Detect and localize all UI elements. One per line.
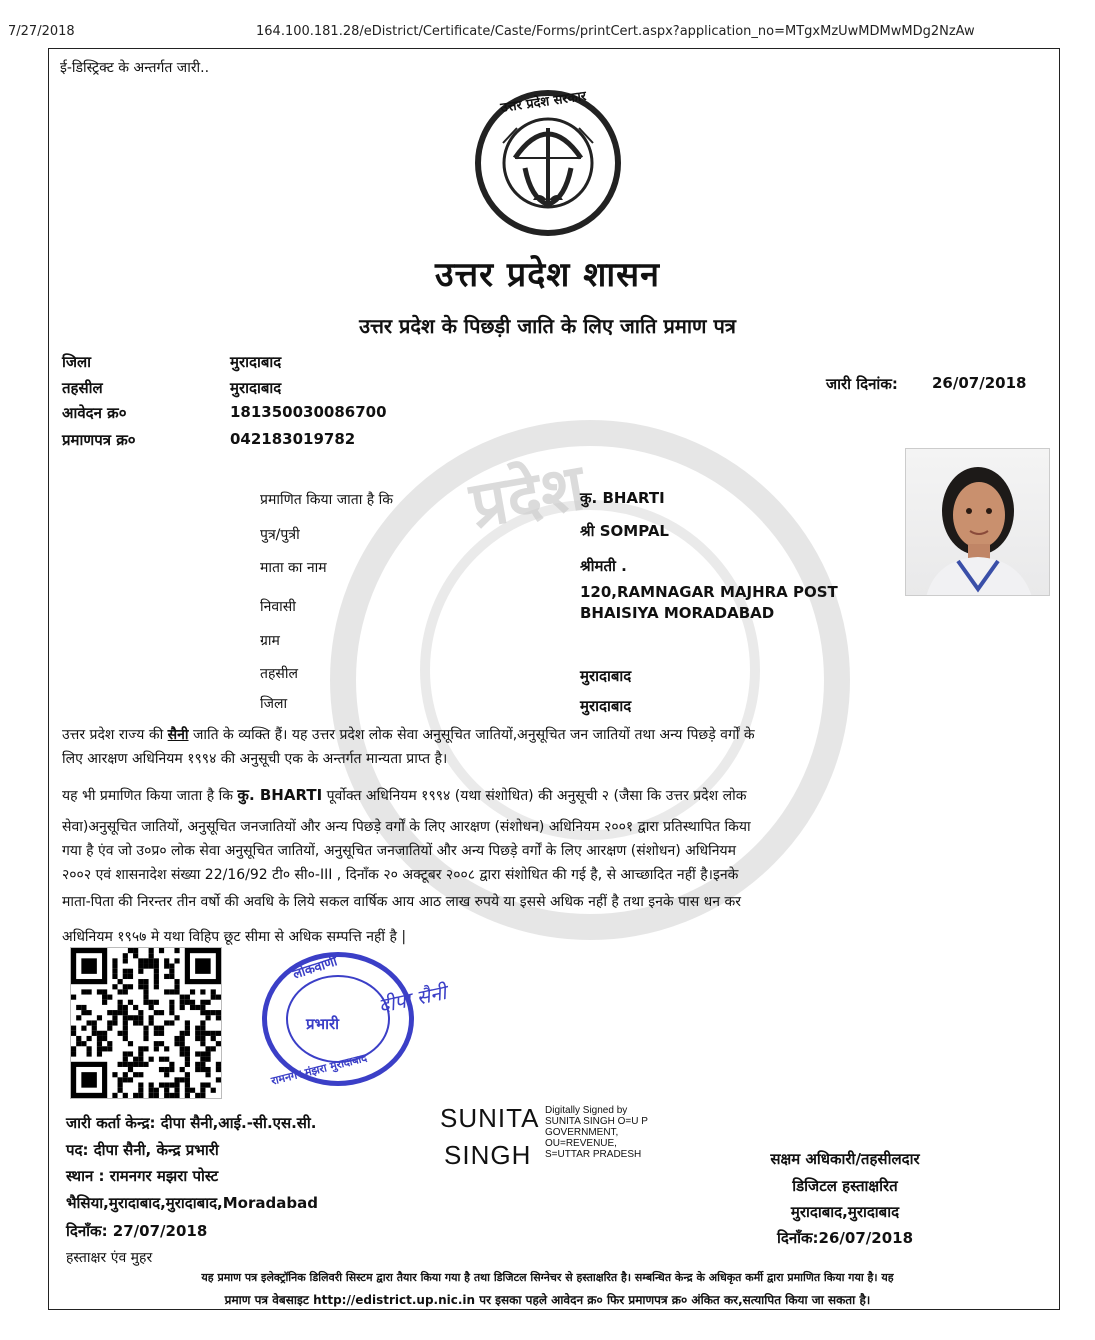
certified-label: प्रमाणित किया जाता है कि [260, 492, 394, 508]
page-title: उत्तर प्रदेश शासन [434, 255, 660, 295]
district-label: जिला [62, 353, 92, 371]
district-value: मुरादाबाद [230, 353, 282, 371]
detail-district-label: जिला [260, 696, 288, 712]
dsig-line2: SUNITA SINGH O=U P [545, 1116, 648, 1127]
issuer-center: जारी कर्ता केन्द्र: दीपा सैनी,आई.-सी.एस.सी. [66, 1114, 317, 1132]
stamp-bottom-text: रामनगर मंझरा मुरादाबाद [269, 1051, 369, 1088]
detail-tehsil-value: मुरादाबाद [580, 667, 632, 685]
dsig-line3: GOVERNMENT, [545, 1127, 619, 1138]
signer-name-line2: SINGH [444, 1140, 532, 1170]
digital-signature-details [545, 1105, 648, 1160]
mother-name: श्रीमती . [580, 557, 627, 575]
authority-date: दिनाँक:26/07/2018 [776, 1229, 914, 1247]
authority-place: मुरादाबाद,मुरादाबाद [790, 1203, 900, 1221]
application-number-label: आवेदन क्र० [62, 404, 127, 422]
issuer-post: पद: दीपा सैनी, केन्द्र प्रभारी [66, 1141, 219, 1159]
handwritten-signature: दीपा सैनी [376, 980, 449, 1018]
village-label: ग्राम [260, 633, 280, 649]
address-line1: 120,RAMNAGAR MAJHRA POST [580, 583, 838, 601]
tehsil-label: तहसील [62, 379, 103, 397]
para1-line1 [62, 723, 755, 747]
para1-line2: लिए आरक्षण अधिनियम १९९४ की अनुसूची एक के अन्तर्गत मान्यता प्राप्त है। [62, 751, 448, 767]
stamp-center-text: प्रभारी [306, 1015, 339, 1033]
parent-name: श्री SOMPAL [580, 522, 669, 540]
applicant-name: कु. BHARTI [580, 489, 665, 507]
certificate-number-value: 042183019782 [230, 430, 356, 448]
issuer-place-line2: भैसिया,मुरादाबाद,मुरादाबाद,Moradabad [66, 1194, 318, 1212]
authority-digital: डिजिटल हस्ताक्षरित [792, 1177, 898, 1195]
footer-line1: यह प्रमाण पत्र इलेक्ट्रॉनिक डिलिवरी सिस्टम द्वारा तैयार किया गया है तथा डिजिटल सिग्नेचर से हस्ताक्षरित है। सम्बन्धित केन्द्र के अधिकृत कर्मी द्वारा प्रमाणित किया गया है। यह [201, 1271, 894, 1284]
para2-line6: अधिनियम १९५७ मे यथा विहिप छूट सीमा से अधिक सम्पत्ति नहीं है | [62, 929, 407, 945]
footer-line2: प्रमाण पत्र वेबसाइट http://edistrict.up.nic.in पर इसका पहले आवेदन क्र० फिर प्रमाणपत्र क्र० अंकित कर,सत्यापित किया जा सकता है। [224, 1293, 871, 1307]
application-number-value: 181350030086700 [230, 403, 387, 421]
parent-label: पुत्र/पुत्री [260, 527, 300, 543]
watermark-text: प्रदेश [465, 450, 591, 544]
resident-label: निवासी [260, 599, 296, 615]
signer-name-line1: SUNITA [440, 1103, 540, 1133]
para2-before: यह भी प्रमाणित किया जाता है कि [62, 788, 238, 804]
para2-line1 [62, 783, 747, 808]
para2-after: पूर्वोक्त अधिनियम १९९४ (यथा संशोधित) की अनुसूची २ (जैसा कि उत्तर प्रदेश लोक [322, 788, 747, 804]
issued-under-text: ई-डिस्ट्रिक्ट के अन्तर्गत जारी.. [60, 60, 210, 76]
detail-tehsil-label: तहसील [260, 666, 298, 682]
issuer-place: स्थान : रामनगर मझरा पोस्ट [66, 1167, 219, 1185]
certificate-number-label: प्रमाणपत्र क्र० [62, 431, 136, 449]
stamp-top-text: लोकवाणी [291, 954, 340, 983]
sign-and-seal-label: हस्ताक्षर एंव मुहर [66, 1250, 153, 1266]
certificate-subtitle: उत्तर प्रदेश के पिछड़ी जाति के लिए जाति प्रमाण पत्र [359, 314, 736, 338]
dsig-line5: S=UTTAR PRADESH [545, 1149, 642, 1160]
dsig-line1: Digitally Signed by [545, 1105, 628, 1116]
para2-line3: गया है एंव जो उ०प्र० लोक सेवा अनुसूचित जातियों, अनुसूचित जनजातियों और अन्य पिछड़े वर्गों के लिए आरक्षण (संशोधन) अधिनियम [62, 843, 736, 859]
mother-label: माता का नाम [260, 560, 327, 576]
emblem-text: उत्तर प्रदेश सरकार [499, 89, 588, 116]
issue-date-value: 26/07/2018 [932, 374, 1027, 392]
tehsil-value: मुरादाबाद [230, 379, 282, 397]
caste-name: सैनी [167, 727, 189, 743]
para1-after: जाति के व्यक्ति हैं। यह उत्तर प्रदेश लोक सेवा अनुसूचित जातियों,अनुसूचित जन जातियों तथा अन्य पिछड़े वर्गों के [188, 727, 755, 743]
issuer-date: दिनाँक: 27/07/2018 [66, 1222, 208, 1240]
para2-line4: २००२ एवं शासनादेश संख्या 22/16/92 टी० सी०-III , दिनाँक २० अक्टूबर २००८ द्वारा संशोधित की गई है, से आच्छादित नहीं है।इनके [62, 867, 739, 883]
print-url: 164.100.181.28/eDistrict/Certificate/Caste/Forms/printCert.aspx?application_no=MTgxMzUwMDMwMDg2NzAw [256, 24, 975, 39]
applicant-photo [905, 448, 1050, 596]
up-government-emblem-icon [473, 88, 623, 238]
qr-code [70, 947, 222, 1099]
address-line2: BHAISIYA MORADABAD [580, 604, 775, 622]
para2-name: कु. BHARTI [237, 786, 323, 804]
dsig-line4: OU=REVENUE, [545, 1138, 617, 1149]
detail-district-value: मुरादाबाद [580, 697, 632, 715]
para1-before: उत्तर प्रदेश राज्य की [62, 727, 168, 743]
print-date: 7/27/2018 [8, 24, 75, 39]
issue-date-label: जारी दिनांक: [826, 375, 898, 393]
para2-line2: सेवा)अनुसूचित जातियों, अनुसूचित जनजातियों और अन्य पिछड़े वर्गों के लिए आरक्षण (संशोधन) अधिनियम २००१ द्वारा प्रतिस्थापित किया [62, 819, 751, 835]
authority-title: सक्षम अधिकारी/तहसीलदार [770, 1150, 920, 1168]
para2-line5: माता-पिता की निरन्तर तीन वर्षो की अवधि के लिये सकल वार्षिक आय आठ लाख रुपये या इससे अधिक नहीं है तथा इनके पास धन कर [62, 894, 741, 910]
